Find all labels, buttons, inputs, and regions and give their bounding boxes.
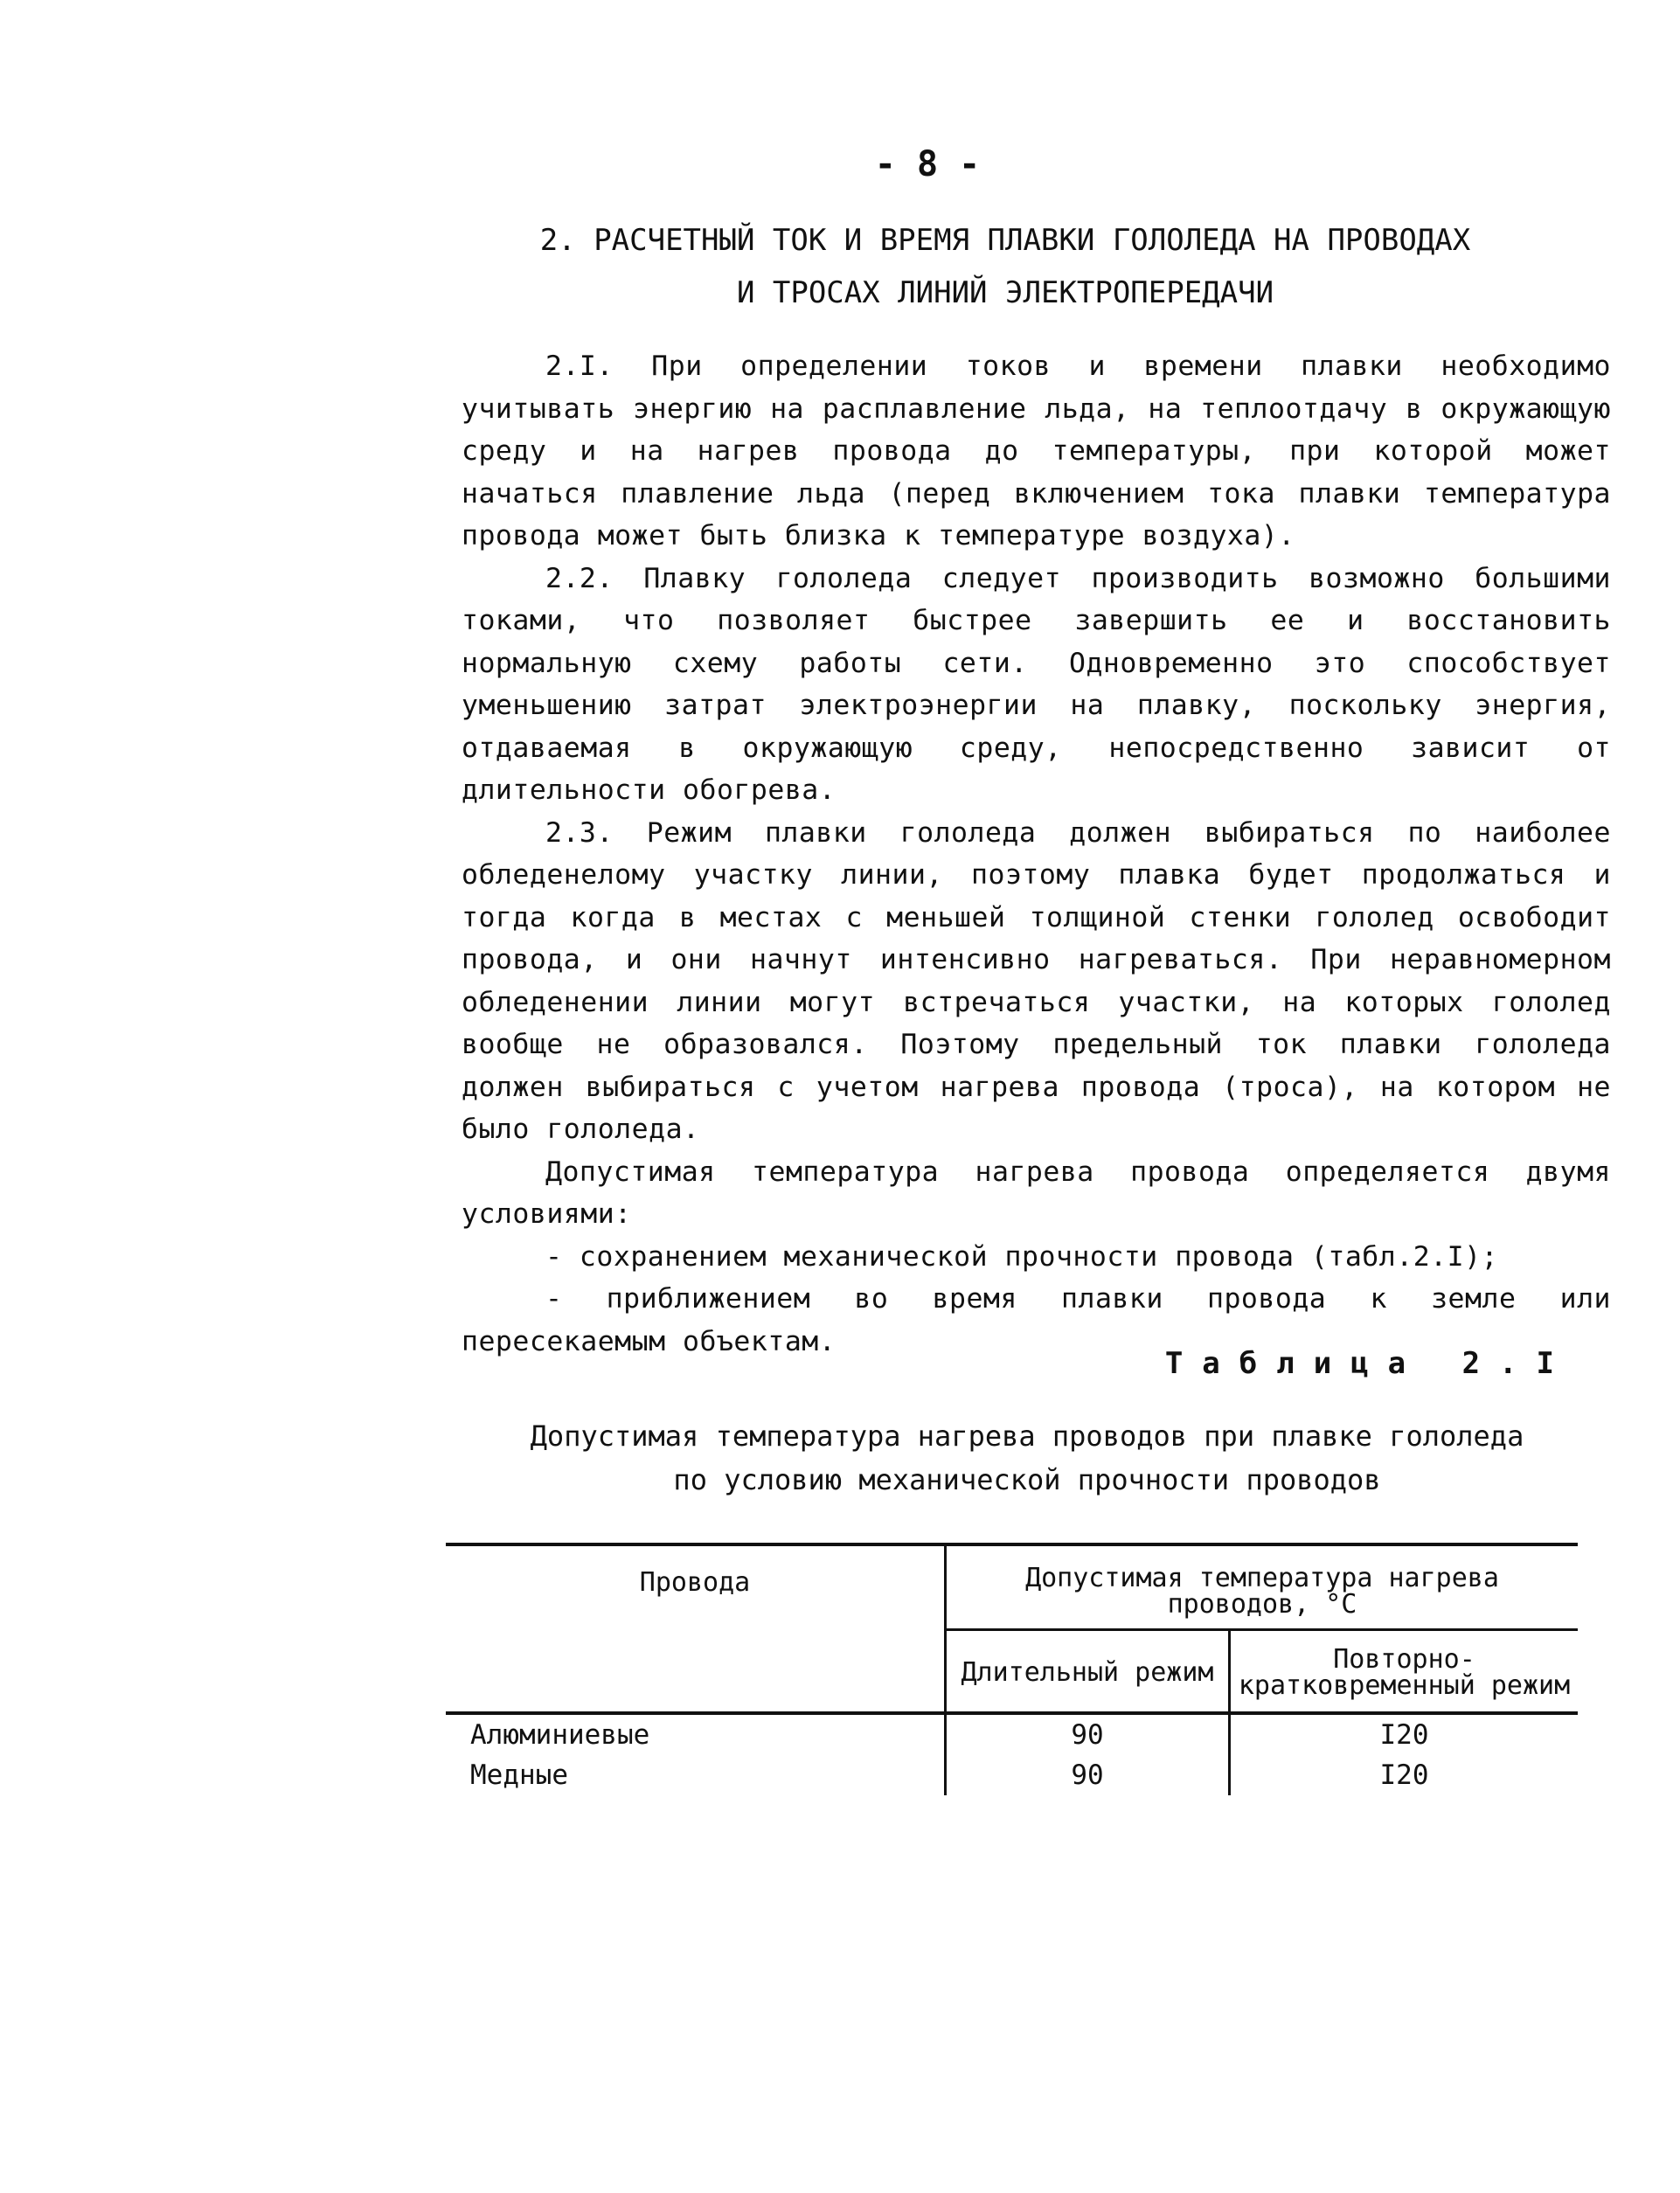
table-caption-line-2: по условию механической прочности проводов <box>673 1463 1381 1496</box>
body-text <box>462 345 1611 1363</box>
header-wires: Провода <box>446 1544 946 1713</box>
header-short-mode: Повторно-кратковременный режим <box>1230 1630 1579 1714</box>
cell-wire: Алюминиевые <box>446 1713 946 1755</box>
section-heading <box>489 214 1521 319</box>
temperature-table-grid <box>446 1543 1578 1795</box>
temperature-table <box>446 1543 1578 1795</box>
cell-short-mode: I20 <box>1379 1719 1429 1751</box>
bullet-mechanical-strength: - сохранением механической прочности провода (табл.2.I); <box>545 1240 1499 1273</box>
table-row <box>446 1713 1578 1755</box>
paragraph-2-3: 2.3. Режим плавки гололеда должен выбираться по наиболее обледенелому участку линии, поэтому плавка будет продолжаться и тогда когда в местах с меньшей толщиной стенки гололед освободит провода, и они начнут интенсивно нагреваться. При неравномерном обледенении линии могут встречаться участки, на которых гололед вообще не образовался. Поэтому предельный ток плавки гололеда должен выбираться с учетом нагрева провода (троса), на котором не было гололеда. <box>462 816 1611 1145</box>
table-caption <box>489 1414 1565 1502</box>
page-number: - 8 - <box>874 144 981 184</box>
paragraph-2-2: 2.2. Плавку гололеда следует производить возможно большими токами, что позволяет быстрее завершить ее и восстановить нормальную схему работы сети. Одновременно это способствует уменьшению затрат электроэнергии на плавку, поскольку энергия, отдаваемая в окружающую среду, непосредственно зависит от длительности обогрева. <box>462 562 1611 806</box>
cell-long-mode: 90 <box>946 1755 1230 1795</box>
table-caption-line-1: Допустимая температура нагрева проводов при плавке гололеда <box>530 1419 1524 1453</box>
section-heading-line-1: 2. РАСЧЕТНЫЙ ТОК И ВРЕМЯ ПЛАВКИ ГОЛОЛЕДА НА ПРОВОДАХ <box>539 223 1471 258</box>
bullet-ground-clearance: - приближением во время плавки провода к земле или пересекаемым объектам. <box>462 1283 1611 1357</box>
cell-short-mode: I20 <box>1379 1759 1429 1791</box>
paragraph-temperature-conditions: Допустимая температура нагрева провода определяется двумя условиями: <box>462 1155 1611 1230</box>
table-label: Таблица 2.I <box>1164 1346 1573 1381</box>
cell-wire: Медные <box>446 1755 946 1795</box>
header-permissible-temperature: Допустимая температура нагрева проводов, °С <box>946 1544 1579 1630</box>
cell-long-mode: 90 <box>946 1713 1230 1755</box>
table-row <box>446 1755 1578 1795</box>
header-long-mode: Длительный режим <box>946 1630 1230 1714</box>
paragraph-2-1: 2.I. При определении токов и времени плавки необходимо учитывать энергию на расплавление льда, на теплоотдачу в окружающую среду и на нагрев провода до температуры, при которой может начаться плавление льда (перед включением тока плавки температура провода может быть близка к температуре воздуха). <box>462 350 1611 552</box>
table-header-row <box>446 1544 1578 1630</box>
section-heading-line-2: И ТРОСАХ ЛИНИЙ ЭЛЕКТРОПЕРЕДАЧИ <box>736 275 1274 310</box>
